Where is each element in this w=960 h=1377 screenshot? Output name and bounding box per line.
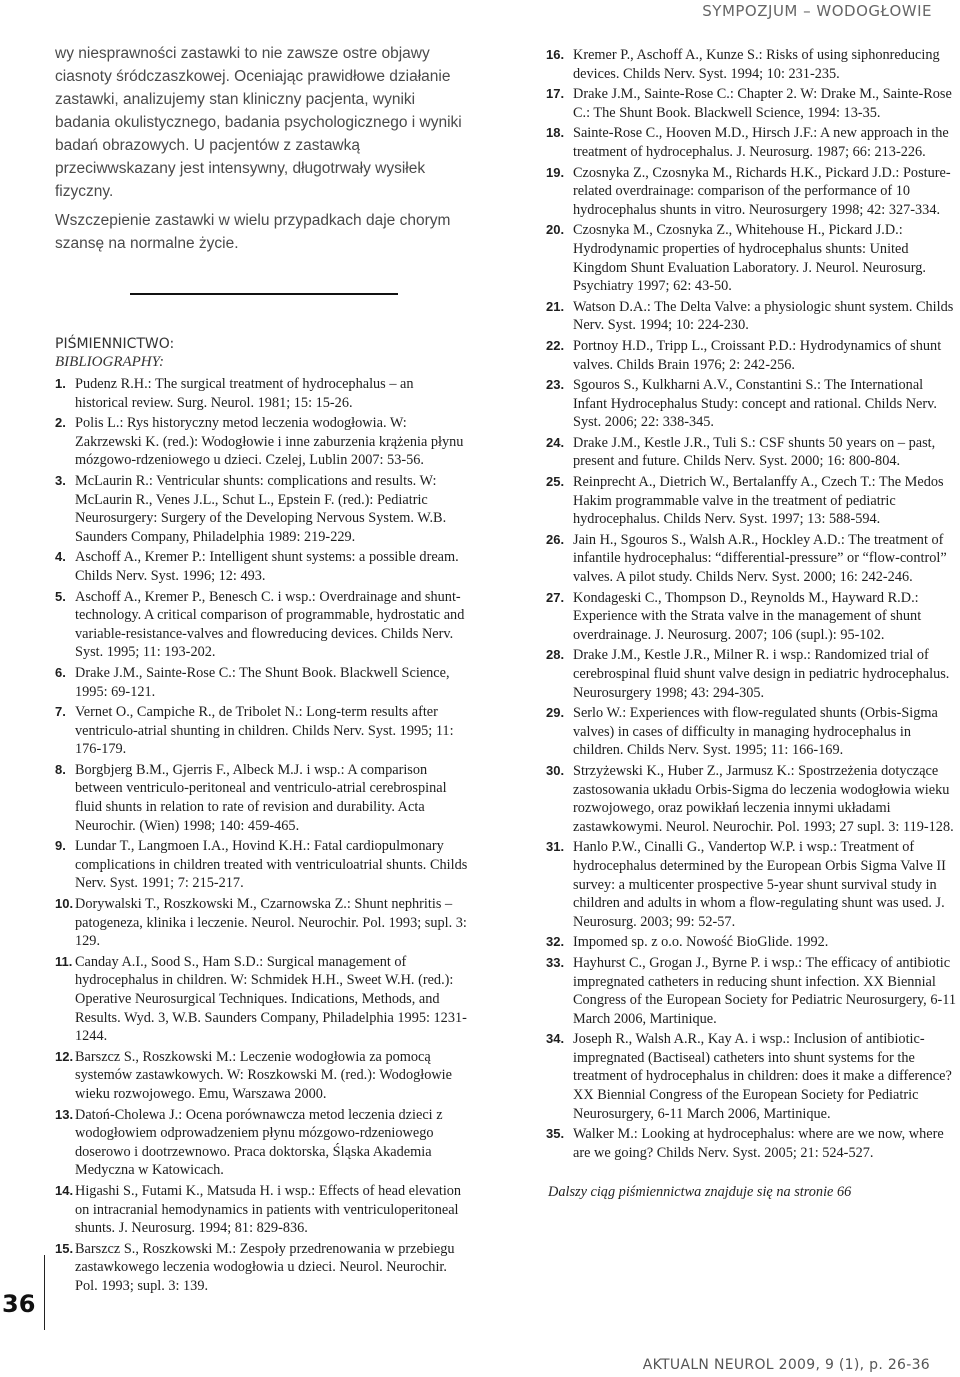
- reference-number: 20.: [546, 222, 565, 238]
- reference-item: [546, 838, 959, 931]
- reference-item: [55, 375, 468, 412]
- left-column: [55, 42, 468, 1298]
- reference-number: 6.: [55, 664, 66, 680]
- reference-text: Joseph R., Walsh A.R., Kay A. i wsp.: Inclusion of antibiotic-impregnated (Bactiseal) catheters into shunt systems for the treatment of hydrocephalus in children: does it make a difference? XX Biennial Congress of the European Society for Pediatric Neurosurgery, 6-11 March 2006, Martinique.: [573, 1031, 952, 1122]
- reference-number: 28.: [546, 647, 565, 663]
- reference-item: [546, 221, 959, 295]
- reference-item: [546, 954, 959, 1028]
- reference-text: McLaurin R.: Ventricular shunts: complications and results. W: McLaurin R., Venes J.L., Schut L., Epstein F. (red.): Pediatric Neurosurgery: Surgery of the Developing Nervous System. W.B. Saunders Company, Philadelphia 1989: 219-229.: [75, 472, 447, 545]
- reference-text: Drake J.M., Kestle J.R., Tuli S.: CSF shunts 50 years on – past, present and future. Childs Nerv. Syst. 2000; 16: 800-804.: [573, 434, 936, 470]
- reference-text: Portnoy H.D., Tripp L., Croissant P.D.: Hydrodynamics of shunt valves. Childs Brain 1976; 2: 242-256.: [573, 337, 942, 373]
- reference-number: 10.: [55, 896, 74, 912]
- reference-text: Hayhurst C., Grogan J., Byrne P. i wsp.: The efficacy of antibiotic impregnated catheters in reducing shunt infection. XX Biennial Congress of the European Society for Pediatric Neurosurgery, 6-11 March 2006, Martinique.: [573, 954, 956, 1027]
- reference-text: Jain H., Sgouros S., Walsh A.R., Hockley A.D.: The treatment of infantile hydrocephalus: “differential-pressure” or “flow-control” valves. A pilot study. Childs Nerv. Syst. 2000; 16: 242-246.: [573, 531, 947, 586]
- reference-text: Drake J.M., Sainte-Rose C.: Chapter 2. W: Drake M., Sainte-Rose C.: The Shunt Book. Blackwell Science, 1994: 13-35.: [573, 86, 952, 121]
- reference-item: [55, 1048, 468, 1104]
- reference-text: Barszcz S., Roszkowski M.: Leczenie wodogłowia za pomocą systemów zastawkowych. W: Roszkowski M. (red.): Wodogłowie wieku rozwojowego. Emu, Warszawa 2000.: [75, 1048, 453, 1102]
- reference-number: 1.: [55, 376, 66, 391]
- reference-item: [55, 1106, 468, 1180]
- reference-number: 19.: [546, 164, 565, 180]
- reference-item: [546, 46, 959, 83]
- reference-number: 29.: [546, 705, 565, 721]
- reference-number: 33.: [546, 954, 565, 970]
- reference-number: 31.: [546, 839, 565, 855]
- reference-text: Dorywalski T., Roszkowski M., Czarnowska Z.: Shunt nephritis – patogeneza, klinika i leczenie. Neurol. Neurochir. Pol. 1993; supl. 3: 129.: [75, 896, 467, 950]
- reference-text: Higashi S., Futami K., Matsuda H. i wsp.: Effects of head elevation on intracranial hemodynamics in patients with ventriculoperitoneal shunts. J. Neurosurg. 1994; 81: 829-836.: [75, 1182, 462, 1237]
- reference-item: [546, 473, 959, 529]
- reference-item: [546, 337, 959, 374]
- reference-text: Borgbjerg B.M., Gjerris F., Albeck M.J. i wsp.: A comparison between ventriculo-peritoneal and ventriculo-atrial cerebrospinal fluid shunts in relation to rate of revision and durability. Acta Neurochir. (Wien) 1998; 140: 459-465.: [75, 761, 447, 834]
- body-paragraph: wy niesprawności zastawki to nie zawsze ostre objawy ciasnoty śródczaszkowej. Oceniając prawidłowe działanie zastawki, analizujemy stan kliniczny pacjenta, wyniki badania okulistycznego, badania psychologicznego i wyniki badań obrazowych. U pacjentów z zastawką przeciwwskazany jest intensywny, długotrwały wysiłek fizyczny.: [55, 45, 462, 200]
- reference-text: Czosnyka M., Czosnyka Z., Whitehouse H., Pickard J.D.: Hydrodynamic properties of hydrocephalus shunts: United Kingdom Shunt Evaluation Laboratory. J. Neurol. Neurosurg. Psychiatry 1997; 62: 43-50.: [573, 222, 926, 295]
- reference-number: 16.: [546, 47, 565, 62]
- reference-item: [546, 933, 959, 952]
- reference-item: [55, 895, 468, 951]
- reference-number: 30.: [546, 762, 565, 778]
- reference-number: 15.: [55, 1240, 74, 1256]
- reference-number: 27.: [546, 589, 565, 605]
- reference-item: [546, 1125, 959, 1162]
- reference-number: 14.: [55, 1182, 74, 1198]
- page-number-rule: [44, 1255, 45, 1330]
- reference-number: 22.: [546, 337, 565, 353]
- journal-footer: AKTUALN NEUROL 2009, 9 (1), p. 26-36: [642, 1357, 930, 1373]
- reference-text: Kremer P., Aschoff A., Kunze S.: Risks of using siphonreducing devices. Childs Nerv. Syst. 1994; 10: 231-235.: [573, 47, 940, 82]
- reference-text: Impomed sp. z o.o. Nowość BioGlide. 1992.: [573, 934, 829, 951]
- reference-number: 8.: [55, 761, 66, 777]
- reference-text: Datoń-Cholewa J.: Ocena porównawcza metod leczenia dzieci z wodogłowiem odprowadzeniem płynu mózgowo-rdzeniowego doserowo i dootrzewnowo. Praca doktorska, Śląska Akademia Medyczna w Katowicach.: [75, 1106, 443, 1179]
- reference-number: 35.: [546, 1126, 565, 1142]
- reference-number: 21.: [546, 298, 565, 314]
- reference-number: 13.: [55, 1106, 74, 1122]
- bibliography-heading-pl: PIŚMIENNICTWO:: [55, 336, 175, 352]
- reference-text: Watson D.A.: The Delta Valve: a physiologic shunt system. Childs Nerv. Syst. 1994; 10: 224-230.: [573, 298, 954, 334]
- reference-item: [546, 531, 959, 587]
- reference-text: Canday A.I., Sood S., Ham S.D.: Surgical management of hydrocephalus in children. W: Schmidek H.H., Sweet W.H. (red.): Operative Neurosurgical Techniques. Indications, Methods, and Results. Wyd. 3, W.B. Saunders Company, Philadelphia 1995: 1231-1244.: [75, 953, 467, 1045]
- reference-text: Vernet O., Campiche R., de Tribolet N.: Long-term results after ventriculo-atrial shunting in children. Childs Nerv. Syst. 1995; 11: 176-179.: [75, 704, 454, 758]
- reference-number: 9.: [55, 838, 66, 854]
- reference-item: [546, 376, 959, 432]
- reference-text: Aschoff A., Kremer P.: Intelligent shunt systems: a possible dream. Childs Nerv. Syst. 1996; 12: 493.: [75, 549, 459, 584]
- running-header: SYMPOZJUM – WODOGŁOWIE: [702, 2, 932, 20]
- reference-item: [55, 588, 468, 662]
- reference-number: 5.: [55, 588, 66, 604]
- reference-text: Serlo W.: Experiences with flow-regulated shunts (Orbis-Sigma valves) in cases of difficulty in managing hydrocephalus in children. Childs Nerv. Syst. 1995; 11: 166-169.: [573, 705, 938, 759]
- section-divider: [130, 293, 398, 295]
- right-column: [546, 42, 959, 1201]
- reference-item: [55, 472, 468, 546]
- reference-number: 18.: [546, 125, 565, 141]
- reference-item: [55, 414, 468, 470]
- reference-number: 2.: [55, 415, 66, 431]
- reference-item: [546, 589, 959, 645]
- reference-number: 11.: [55, 953, 73, 969]
- reference-item: [55, 548, 468, 585]
- reference-number: 7.: [55, 704, 66, 720]
- reference-text: Aschoff A., Kremer P., Benesch C. i wsp.: Overdrainage and shunt-technology. A critical comparison of programmable, hydrostatic and variable-resistance-valves and flowreducing devices. Childs Nerv. Syst. 1995; 11: 193-202.: [75, 588, 465, 661]
- reference-number: 3.: [55, 472, 66, 488]
- reference-text: Strzyżewski K., Huber Z., Jarmusz K.: Spostrzeżenia dotyczące zastosowania układu Orbis-Sigma do leczenia wodogłowia wieku rozwojowego, oraz powikłań leczenia innymi układami zastawkowymi. Neurol. Neurochir. Pol. 1993; 27 supl. 3: 119-128.: [573, 762, 954, 835]
- reference-number: 25.: [546, 474, 565, 490]
- reference-text: Reinprecht A., Dietrich W., Bertalanffy A., Czech T.: The Medos Hakim programmable valve in the treatment of pediatric hydrocephalus. Childs Nerv. Syst. 1997; 13: 588-594.: [573, 474, 944, 528]
- reference-item: [546, 85, 959, 122]
- reference-item: [55, 953, 468, 1046]
- reference-number: 4.: [55, 549, 66, 565]
- reference-item: [546, 164, 959, 220]
- reference-number: 32.: [546, 934, 565, 950]
- reference-item: [55, 1182, 468, 1238]
- reference-number: 23.: [546, 377, 565, 393]
- reference-text: Czosnyka Z., Czosnyka M., Richards H.K., Pickard J.D.: Posture-related overdrainage: comparison of the performance of 10 hydrocephalus shunts in vitro. Neurosurgery 1998; 42: 327-334.: [573, 164, 951, 218]
- reference-text: Sainte-Rose C., Hooven M.D., Hirsch J.F.: A new approach in the treatment of hydrocephalus. J. Neurosurg. 1987; 66: 213-226.: [573, 125, 949, 160]
- reference-text: Hanlo P.W., Cinalli G., Vandertop W.P. i wsp.: Treatment of hydrocephalus determined by the European Orbis Sigma Valve II survey: a multicenter prospective 5-year shunt survival study in children and adults in whom a flow-regulating shunt was used. J. Neurosurg. 2003; 99: 52-57.: [573, 839, 946, 930]
- reference-list-left: [55, 375, 468, 1296]
- reference-text: Kondageski C., Thompson D., Reynolds M., Hayward R.D.: Experience with the Strata valve in the management of shunt overdrainage. J. Neurosurg. 2007; 106 (supl.): 95-102.: [573, 589, 922, 643]
- reference-item: [55, 703, 468, 759]
- reference-item: [55, 761, 468, 835]
- page-number: 36: [2, 1290, 36, 1318]
- reference-list-right: [546, 46, 959, 1162]
- reference-item: [55, 837, 468, 893]
- reference-text: Drake J.M., Kestle J.R., Milner R. i wsp.: Randomized trial of cerebrospinal fluid shunt valve design in pediatric hydrocephalus. Neurosurgery 1998; 43: 294-305.: [573, 647, 950, 701]
- bibliography-heading-en: BIBLIOGRAPHY:: [55, 354, 165, 370]
- reference-item: [546, 646, 959, 702]
- reference-item: [546, 124, 959, 161]
- body-paragraph: Wszczepienie zastawki w wielu przypadkach daje chorym szansę na normalne życie.: [55, 212, 451, 252]
- reference-number: 17.: [546, 86, 565, 102]
- reference-item: [546, 298, 959, 335]
- reference-number: 34.: [546, 1031, 565, 1047]
- reference-text: Pudenz R.H.: The surgical treatment of hydrocephalus – an historical review. Surg. Neurol. 1981; 15: 15-26.: [75, 376, 414, 411]
- reference-item: [546, 434, 959, 471]
- reference-item: [546, 762, 959, 836]
- reference-number: 24.: [546, 434, 565, 450]
- reference-item: [546, 704, 959, 760]
- reference-text: Drake J.M., Sainte-Rose C.: The Shunt Book. Blackwell Science, 1995: 69-121.: [75, 664, 450, 700]
- reference-text: Lundar T., Langmoen I.A., Hovind K.H.: Fatal cardiopulmonary complications in children treated with ventriculoatrial shunts. Childs Nerv. Syst. 1991; 7: 215-217.: [75, 838, 468, 892]
- reference-text: Walker M.: Looking at hydrocephalus: where are we now, where are we going? Childs Nerv. Syst. 2005; 21: 524-527.: [573, 1126, 944, 1161]
- reference-text: Barszcz S., Roszkowski M.: Zespoły przedrenowania w przebiegu zastawkowego leczenia wodogłowia u dzieci. Neurol. Neurochir. Pol. 1993; supl. 3: 139.: [75, 1240, 455, 1294]
- bibliography-heading: [55, 335, 468, 371]
- reference-number: 12.: [55, 1048, 74, 1064]
- reference-number: 26.: [546, 531, 565, 547]
- continuation-note: Dalszy ciąg piśmiennictwa znajduje się na stronie 66: [548, 1184, 852, 1201]
- reference-text: Sgouros S., Kulkharni A.V., Constantini S.: The International Infant Hydrocephalus Study: concept and rational. Childs Nerv. Syst. 2006; 22: 338-345.: [573, 377, 937, 431]
- reference-item: [55, 1240, 468, 1296]
- reference-item: [546, 1030, 959, 1123]
- reference-text: Polis L.: Rys historyczny metod leczenia wodogłowia. W: Zakrzewski K. (red.): Wodogłowie i inne zaburzenia krążenia płynu mózgowo-rdzeniowego u dzieci. Czelej, Lublin 2007: 53-56.: [75, 415, 464, 469]
- reference-item: [55, 664, 468, 701]
